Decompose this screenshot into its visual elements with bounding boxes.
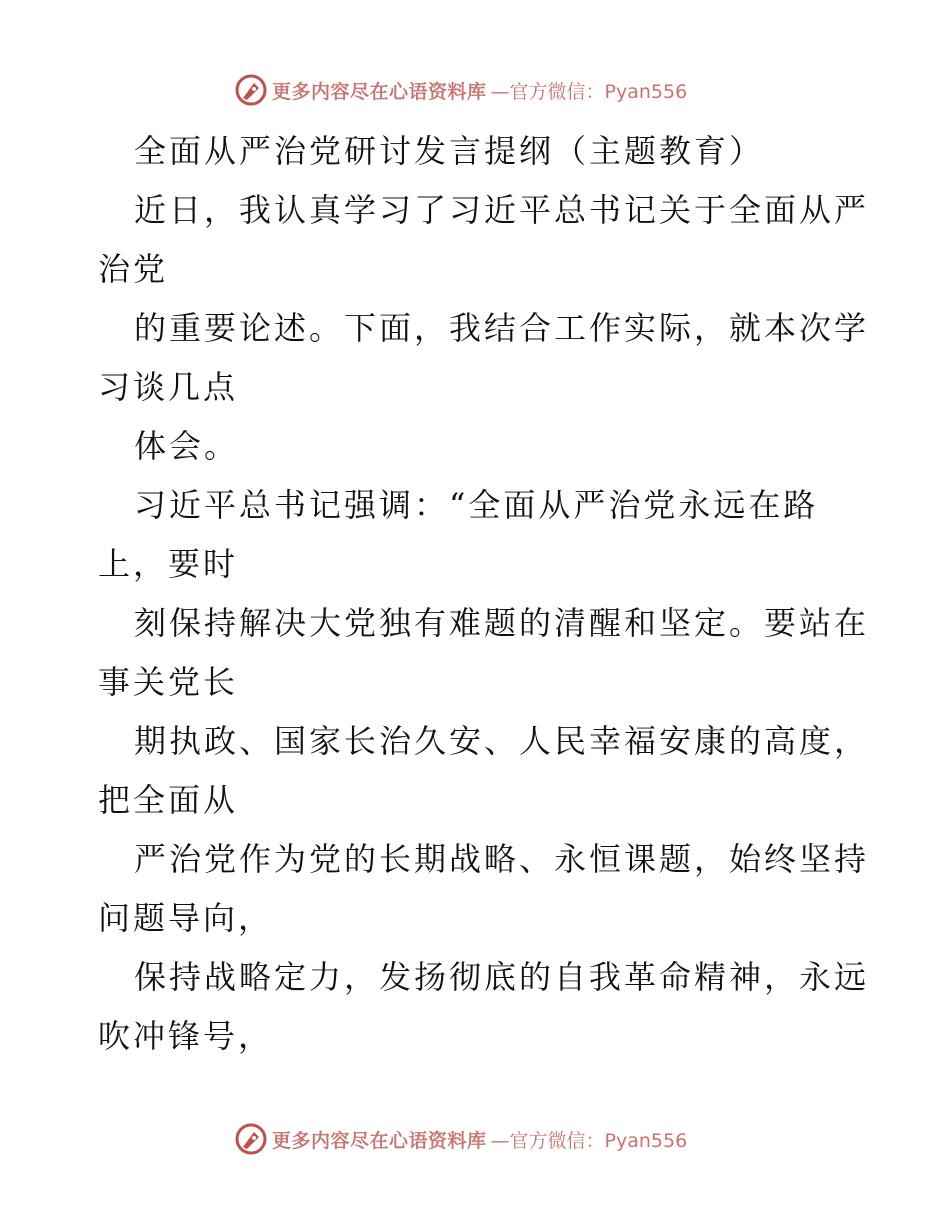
text-line: 吹冲锋号，: [98, 1017, 274, 1055]
text-line: 严治党作为党的长期战略、永恒课题，始终坚持: [134, 840, 870, 878]
text-line: 近日，我认真学习了习近平总书记关于全面从严: [134, 191, 870, 229]
document-body: [98, 122, 870, 1066]
watermark-contact-text: —官方微信：Pyan556: [490, 80, 688, 103]
text-line: 体会。: [134, 427, 240, 465]
text-line: 事关党长: [98, 663, 239, 701]
text-line: 把全面从: [98, 781, 239, 819]
text-line: 上，要时: [98, 545, 239, 583]
footer-watermark: [234, 1121, 687, 1157]
text-line: 的重要论述。下面，我结合工作实际，就本次学: [134, 309, 870, 347]
text-line: 问题导向，: [98, 899, 274, 937]
text-line: 保持战略定力，发扬彻底的自我革命精神，永远: [134, 958, 870, 996]
text-line: 治党: [98, 250, 169, 288]
watermark-contact-text: —官方微信：Pyan556: [490, 1129, 688, 1152]
pen-nib-circle-icon: [234, 1122, 268, 1156]
text-line: 刻保持解决大党独有难题的清醒和坚定。要站在: [134, 604, 870, 642]
text-line: 期执政、国家长治久安、人民幸福安康的高度，: [134, 722, 870, 760]
text-line: 习近平总书记强调：“全面从严治党永远在路: [134, 486, 819, 524]
text-line: 习谈几点: [98, 368, 239, 406]
document-title: 全面从严治党研讨发言提纲（主题教育）: [134, 132, 765, 170]
watermark-site-text: 更多内容尽在心语资料库: [272, 1129, 487, 1152]
watermark-site-text: 更多内容尽在心语资料库: [272, 80, 487, 103]
header-watermark: [234, 72, 687, 108]
pen-nib-circle-icon: [234, 73, 268, 107]
